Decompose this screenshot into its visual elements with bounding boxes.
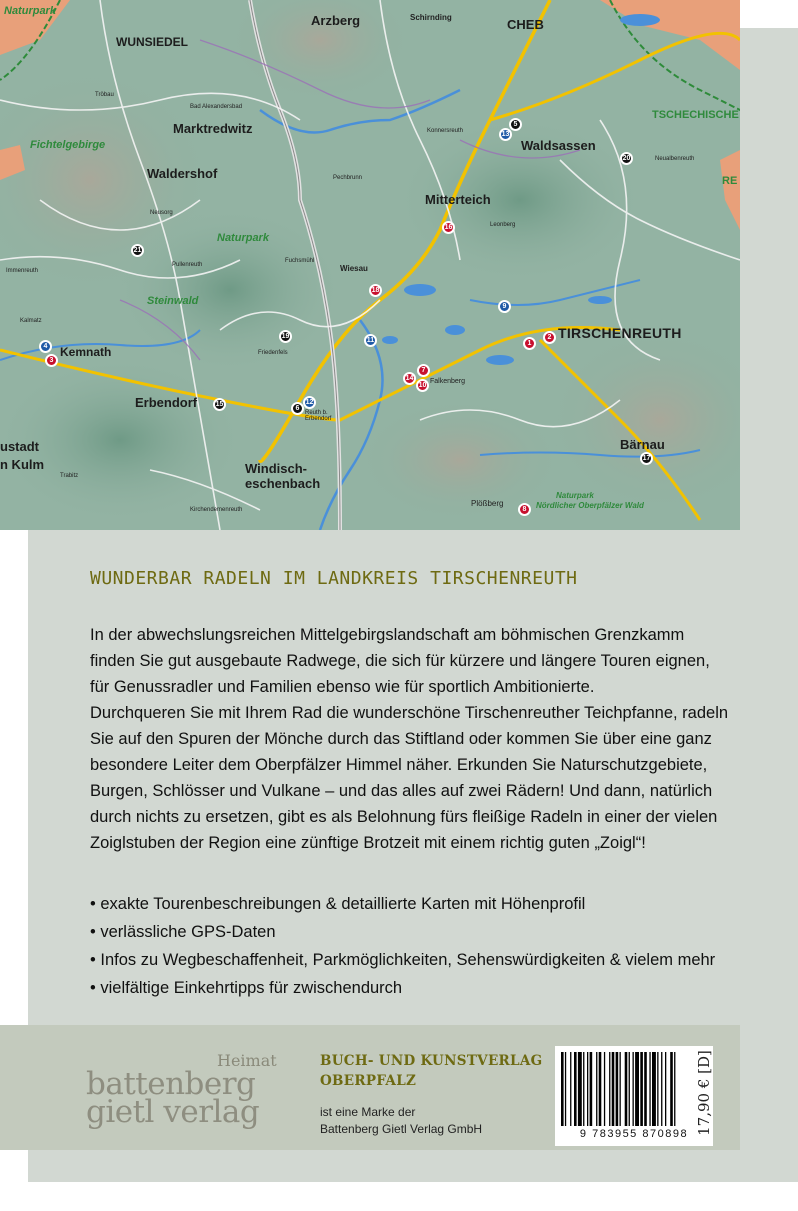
route-marker: 14 xyxy=(403,372,416,385)
map-label-wiesau: Wiesau xyxy=(340,264,368,273)
map-label-kulm: n Kulm xyxy=(0,457,45,472)
route-marker: 17 xyxy=(640,452,653,465)
map-label-kemnath: Kemnath xyxy=(60,345,112,359)
map-label-neustadt: ustadt xyxy=(0,439,39,454)
region-map xyxy=(0,0,740,530)
map-label-konnersreuth: Konnersreuth xyxy=(427,128,464,134)
publisher-name-line-1: BUCH- UND KUNSTVERLAG xyxy=(320,1053,543,1069)
price: 17,90 € [D] xyxy=(695,1050,713,1136)
map-label-fuchsmuehl: Fuchsmühl xyxy=(285,258,315,264)
route-marker: 13 xyxy=(499,128,512,141)
route-marker: 1 xyxy=(523,337,536,350)
map-label-re: RE xyxy=(722,175,738,187)
route-marker: 9 xyxy=(498,300,511,313)
map-label-steinwald: Steinwald xyxy=(147,295,199,307)
map-label-neualbenreuth: Neualbenreuth xyxy=(655,156,695,162)
route-marker: 15 xyxy=(213,398,226,411)
logo-gietl-verlag: gietl verlag xyxy=(86,1094,260,1130)
publisher-name xyxy=(320,1051,542,1091)
route-marker: 3 xyxy=(45,354,58,367)
map-label-naturpark-nw: Naturpark xyxy=(4,5,56,17)
description xyxy=(90,622,730,856)
route-marker: 5 xyxy=(509,118,522,131)
feature-item: • Infos zu Wegbeschaffenheit, Parkmöglichkeiten, Sehenswürdigkeiten & vielem mehr xyxy=(90,946,730,974)
publisher-name-line-2: OBERPFALZ xyxy=(320,1073,417,1089)
map-label-naturpark-mid: Naturpark xyxy=(217,232,269,244)
map-label-schirnding: Schirnding xyxy=(410,13,452,22)
feature-item: • verlässliche GPS-Daten xyxy=(90,918,730,946)
route-marker: 12 xyxy=(303,396,316,409)
map-label-arzberg: Arzberg xyxy=(311,13,361,28)
route-marker: 18 xyxy=(369,284,382,297)
map-label-neusorg: Neusorg xyxy=(150,210,173,216)
route-marker: 8 xyxy=(518,503,531,516)
feature-list xyxy=(90,890,730,1002)
feature-item: • exakte Tourenbeschreibungen & detaillierte Karten mit Höhenprofil xyxy=(90,890,730,918)
map-label-cheb: CHEB xyxy=(507,17,544,32)
map-label-troebau: Tröbau xyxy=(95,92,114,98)
footer xyxy=(0,1025,740,1150)
map-label-tschechische: TSCHECHISCHE xyxy=(652,109,739,121)
map-label-marktredwitz: Marktredwitz xyxy=(173,121,253,136)
map-label-immenreuth: Immenreuth xyxy=(6,268,39,274)
route-marker: 20 xyxy=(620,152,633,165)
map-label-leonberg: Leonberg xyxy=(490,222,516,228)
route-marker: 10 xyxy=(416,379,429,392)
map-label-baernau: Bärnau xyxy=(620,437,665,452)
map-label-pechbrunn: Pechbrunn xyxy=(333,175,363,181)
map-label-waldsassen: Waldsassen xyxy=(521,138,596,153)
barcode xyxy=(555,1046,713,1146)
map-label-erbendorf: Erbendorf xyxy=(135,395,198,410)
description-paragraph-1: In der abwechslungsreichen Mittelgebirgslandschaft am böhmischen Grenzkamm finden Sie gut ausgebaute Radwege, die sich für kürzere und längere Touren eignen, für Genussradler und Familien ebenso wie für sportlich Ambitionierte. xyxy=(90,626,710,696)
map-label-pullenreuth: Pullenreuth xyxy=(172,262,203,268)
route-marker: 4 xyxy=(39,340,52,353)
map-label-mitterteich: Mitterteich xyxy=(425,192,491,207)
map-label-falkenberg: Falkenberg xyxy=(430,378,466,385)
route-marker: 6 xyxy=(291,402,304,415)
route-marker: 7 xyxy=(417,364,430,377)
route-marker: 2 xyxy=(543,331,556,344)
map-label-wunsiedel: WUNSIEDEL xyxy=(116,35,188,49)
map-label-friedenfels: Friedenfels xyxy=(258,350,288,356)
map-label-kirchendemenreuth: Kirchendemenreuth xyxy=(190,507,243,513)
map-label-ploessberg: Plößberg xyxy=(471,499,504,508)
publisher-subline-2: Battenberg Gietl Verlag GmbH xyxy=(320,1122,483,1136)
map-label-reuth: Reuth b. Erbendorf xyxy=(305,410,332,422)
route-marker: 16 xyxy=(442,221,455,234)
map-label-kalmatz: Kalmatz xyxy=(20,318,42,324)
logo-heimat: Heimat xyxy=(217,1051,277,1070)
route-marker: 11 xyxy=(364,334,377,347)
map-label-trabitz: Trabitz xyxy=(60,473,79,479)
route-marker: 21 xyxy=(131,244,144,257)
map-label-fichtelgebirge: Fichtelgebirge xyxy=(30,139,106,151)
logo-battenberg: battenberg xyxy=(86,1066,256,1102)
description-paragraph-2: Durchqueren Sie mit Ihrem Rad die wunderschöne Tirschenreuther Teichpfanne, radeln Sie auf den Spuren der Mönche durch das Stiftland oder kommen Sie über eine ganz besondere Leiter dem Oberpfälzer Himmel näher. Erkunden Sie Naturschutzgebiete, Burgen, Schlösser und Vulkane – und das alles auf zwei Rädern! Und dann, natürlich durch nichts zu ersetzen, gibt es als Belohnung fürs fleißige Radeln in einer der vielen Zoiglstuben der Region eine zünftige Brotzeit mit einem richtig guten „Zoigl“! xyxy=(90,704,729,852)
map-label-bad-alexandersbad: Bad Alexandersbad xyxy=(190,104,243,110)
map-label-tirschenreuth: TIRSCHENREUTH xyxy=(558,325,682,341)
barcode-bars xyxy=(561,1052,707,1126)
map-label-naturpark-se: Naturpark xyxy=(556,491,594,500)
headline: WUNDERBAR RADELN IM LANDKREIS TIRSCHENREUTH xyxy=(90,568,578,589)
publisher-subline xyxy=(320,1104,482,1138)
barcode-number: 9 783955 870898 xyxy=(579,1128,689,1140)
map-label-waldershof: Waldershof xyxy=(147,166,218,181)
publisher-subline-1: ist eine Marke der xyxy=(320,1105,416,1119)
map-label-noerdlicher-oberpfaelzer-wald: Nördlicher Oberpfälzer Wald xyxy=(536,501,644,510)
feature-item: • vielfältige Einkehrtipps für zwischendurch xyxy=(90,974,730,1002)
map-label-windischeschenbach: Windisch-eschenbach xyxy=(245,461,321,491)
route-marker: 19 xyxy=(279,330,292,343)
